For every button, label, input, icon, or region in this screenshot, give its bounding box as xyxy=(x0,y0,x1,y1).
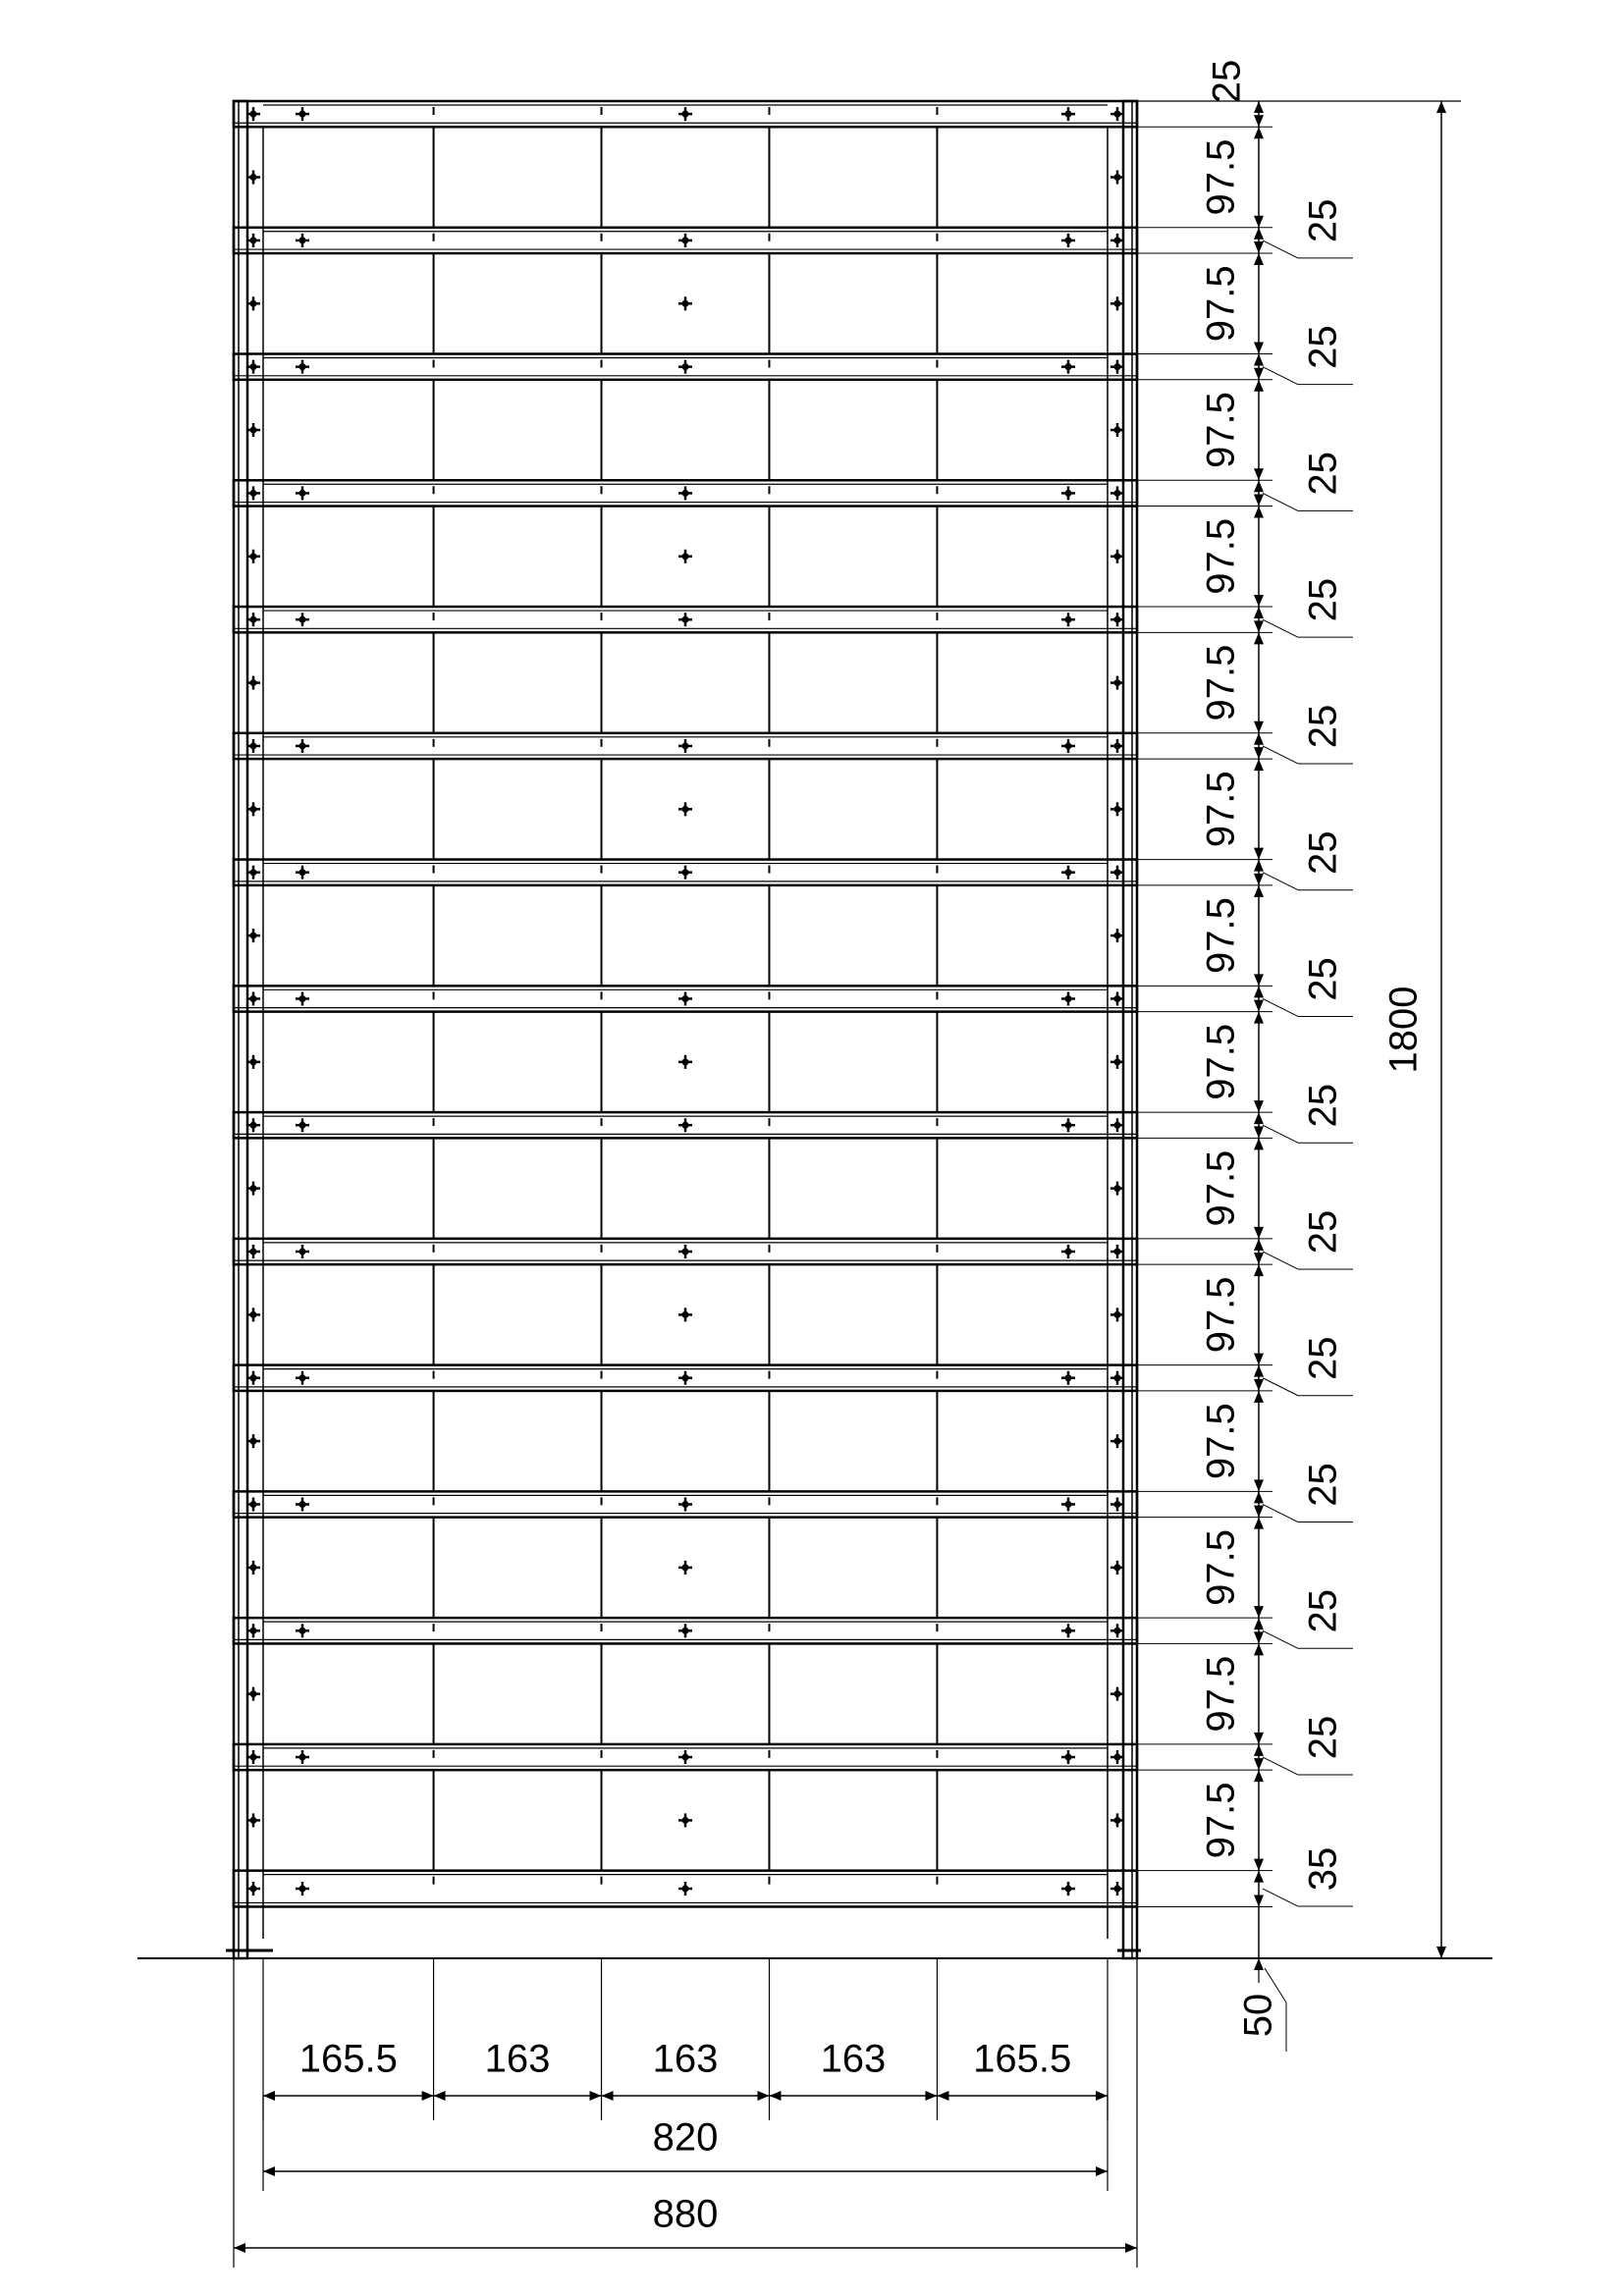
fastener-mark xyxy=(682,869,689,876)
dimension-arrowhead xyxy=(1254,733,1264,745)
dimension-arrowhead xyxy=(1254,747,1264,759)
dimension-arrowhead xyxy=(1254,216,1264,228)
fastener-mark xyxy=(1065,111,1072,118)
dimension-arrowhead xyxy=(1436,1947,1446,1958)
dimension-arrowhead xyxy=(422,2091,434,2101)
dimension-arrowhead xyxy=(1254,495,1264,507)
fastener-mark xyxy=(250,1690,257,1697)
fastener-mark xyxy=(1065,869,1072,876)
fastener-mark xyxy=(1065,363,1072,370)
fastener-mark xyxy=(299,111,306,118)
leader-line xyxy=(1263,998,1298,1016)
fastener-mark xyxy=(250,490,257,497)
fastener-mark xyxy=(250,1754,257,1761)
beam-height-label: 25 xyxy=(1301,1209,1345,1255)
fastener-mark xyxy=(299,869,306,876)
fastener-mark xyxy=(1114,806,1121,813)
fastener-mark xyxy=(682,237,689,243)
dimension-arrowhead xyxy=(263,2091,275,2101)
fastener-mark xyxy=(1065,616,1072,623)
fastener-mark xyxy=(682,1374,689,1381)
fastener-mark xyxy=(1114,742,1121,749)
dimension-arrowhead xyxy=(1254,1606,1264,1618)
dimension-arrowhead xyxy=(1254,1379,1264,1391)
dimension-arrowhead xyxy=(925,2091,937,2101)
dimension-arrowhead xyxy=(1254,721,1264,733)
beam-height-label: 25 xyxy=(1301,957,1345,1001)
shelf-pitch-label: 97.5 xyxy=(1199,1655,1243,1733)
dimension-arrowhead xyxy=(1254,1770,1264,1782)
beam-height-label: 25 xyxy=(1301,1336,1345,1380)
inner-width-label: 820 xyxy=(652,2115,719,2160)
shelf-pitch-label: 97.5 xyxy=(1199,1276,1243,1354)
dimension-arrowhead xyxy=(263,2166,275,2176)
fastener-mark xyxy=(1114,300,1121,307)
leader-line xyxy=(1263,1757,1298,1775)
fastener-mark xyxy=(299,490,306,497)
dimension-arrowhead xyxy=(1254,1138,1264,1149)
dimension-arrowhead xyxy=(1254,368,1264,380)
fastener-mark xyxy=(1114,174,1121,181)
fastener-mark xyxy=(250,679,257,686)
dimension-arrowhead xyxy=(1254,860,1264,872)
fastener-mark xyxy=(1114,616,1121,623)
beam-height-label: 25 xyxy=(1301,1589,1345,1633)
leader-line xyxy=(1263,746,1298,764)
beam-height-label: 25 xyxy=(1301,577,1345,622)
fastener-mark xyxy=(682,742,689,749)
fastener-mark xyxy=(1114,1438,1121,1445)
fastener-mark xyxy=(250,995,257,1002)
dimension-arrowhead xyxy=(1254,759,1264,771)
fastener-mark xyxy=(250,1185,257,1192)
fastener-mark xyxy=(1065,1122,1072,1129)
leader-line xyxy=(1263,1505,1298,1522)
shelf-pitch-label: 97.5 xyxy=(1199,517,1243,595)
dimension-arrowhead xyxy=(1254,1000,1264,1012)
shelf-pitch-label: 97.5 xyxy=(1199,1023,1243,1100)
dimension-arrowhead xyxy=(1254,115,1264,127)
dimension-arrowhead xyxy=(1254,253,1264,265)
fastener-mark xyxy=(250,869,257,876)
fastener-mark xyxy=(250,553,257,560)
fastener-mark xyxy=(1114,1248,1121,1255)
dimension-arrowhead xyxy=(1254,1253,1264,1264)
dimension-arrowhead xyxy=(434,2091,446,2101)
fastener-mark xyxy=(250,1058,257,1065)
shelf-pitch-label: 97.5 xyxy=(1199,644,1243,721)
leader-line xyxy=(1263,1252,1298,1269)
fastener-mark xyxy=(682,616,689,623)
fastener-mark xyxy=(250,427,257,434)
fastener-mark xyxy=(299,1886,306,1893)
dimension-arrowhead xyxy=(1254,595,1264,607)
fastener-mark xyxy=(682,995,689,1002)
dimension-arrowhead xyxy=(1254,986,1264,997)
fastener-mark xyxy=(299,1501,306,1508)
dimension-arrowhead xyxy=(1254,1871,1264,1883)
fastener-mark xyxy=(299,363,306,370)
fastener-mark xyxy=(682,806,689,813)
leader-line xyxy=(1263,1378,1298,1396)
dimension-arrowhead xyxy=(1254,228,1264,240)
dimension-arrowhead xyxy=(1254,101,1264,113)
fastener-mark xyxy=(299,1628,306,1634)
dimension-arrowhead xyxy=(1254,1744,1264,1756)
fastener-mark xyxy=(1114,1886,1121,1893)
dimension-arrowhead xyxy=(1254,1100,1264,1112)
fastener-mark xyxy=(299,995,306,1002)
fastener-mark xyxy=(682,1754,689,1761)
fastener-mark xyxy=(250,1501,257,1508)
dimension-arrowhead xyxy=(1254,620,1264,632)
dimension-arrowhead xyxy=(937,2091,948,2101)
shelf-pitch-label: 97.5 xyxy=(1199,392,1243,468)
fastener-mark xyxy=(1114,1564,1121,1571)
dimension-arrowhead xyxy=(1254,1365,1264,1377)
dimension-arrowhead xyxy=(1254,1518,1264,1529)
fastener-mark xyxy=(250,933,257,939)
fastener-mark xyxy=(250,1311,257,1318)
fastener-mark xyxy=(1114,1311,1121,1318)
fastener-mark xyxy=(1114,1374,1121,1381)
leader-line xyxy=(1263,619,1298,637)
dimension-arrowhead xyxy=(590,2091,602,2101)
fastener-mark xyxy=(682,1501,689,1508)
beam-height-label: 25 xyxy=(1301,452,1345,496)
dimension-arrowhead xyxy=(1254,354,1264,366)
beam-height-label: 25 xyxy=(1301,1083,1345,1128)
dimension-arrowhead xyxy=(1254,1227,1264,1239)
bay-width-label: 165.5 xyxy=(973,2037,1072,2081)
fastener-mark xyxy=(1114,1501,1121,1508)
leader-line xyxy=(1263,873,1298,890)
fastener-mark xyxy=(1114,869,1121,876)
beam-height-label: 25 xyxy=(1301,704,1345,749)
fastener-mark xyxy=(1114,553,1121,560)
leader-line xyxy=(1263,1630,1298,1648)
dimension-arrowhead xyxy=(1254,1643,1264,1655)
fastener-mark xyxy=(1065,1501,1072,1508)
fastener-mark xyxy=(1114,111,1121,118)
shelf-pitch-label: 97.5 xyxy=(1199,138,1243,216)
beam-height-label: 25 xyxy=(1301,198,1345,243)
dimension-arrowhead xyxy=(757,2091,769,2101)
fastener-mark xyxy=(1114,1690,1121,1697)
dimension-arrowhead xyxy=(1254,507,1264,518)
dimension-arrowhead xyxy=(1254,632,1264,644)
fastener-mark xyxy=(682,1058,689,1065)
fastener-mark xyxy=(250,237,257,243)
fastener-mark xyxy=(682,1311,689,1318)
fastener-mark xyxy=(250,616,257,623)
fastener-mark xyxy=(1114,1817,1121,1824)
dimension-arrowhead xyxy=(1254,1958,1264,1970)
fastener-mark xyxy=(250,1817,257,1824)
bay-width-label: 163 xyxy=(484,2037,551,2081)
fastener-mark xyxy=(250,300,257,307)
fastener-mark xyxy=(299,1122,306,1129)
shelf-pitch-label: 97.5 xyxy=(1199,897,1243,975)
fastener-mark xyxy=(682,111,689,118)
shelf-pitch-label: 97.5 xyxy=(1199,1528,1243,1606)
fastener-mark xyxy=(250,742,257,749)
dimension-arrowhead xyxy=(1254,1239,1264,1251)
dimension-arrowhead xyxy=(1254,848,1264,860)
fastener-mark xyxy=(250,1886,257,1893)
fastener-mark xyxy=(250,1564,257,1571)
dimension-arrowhead xyxy=(1254,343,1264,354)
leader-line xyxy=(1263,367,1298,385)
fastener-mark xyxy=(1114,363,1121,370)
fastener-mark xyxy=(1065,1374,1072,1381)
dimension-arrowhead xyxy=(1254,380,1264,392)
fastener-mark xyxy=(682,363,689,370)
dimension-arrowhead xyxy=(1254,974,1264,986)
dimension-arrowhead xyxy=(1254,241,1264,253)
fastener-mark xyxy=(1114,490,1121,497)
fastener-mark xyxy=(682,300,689,307)
fastener-mark xyxy=(299,1248,306,1255)
dimension-arrowhead xyxy=(1254,1012,1264,1024)
leader-line xyxy=(1263,493,1298,510)
beam-height-label: 25 xyxy=(1301,325,1345,369)
fastener-mark xyxy=(682,1886,689,1893)
fastener-mark xyxy=(1114,1628,1121,1634)
dimension-arrowhead xyxy=(1254,468,1264,480)
fastener-mark xyxy=(1114,1122,1121,1129)
fastener-mark xyxy=(1065,490,1072,497)
dimension-arrowhead xyxy=(602,2091,614,2101)
fastener-mark xyxy=(682,1564,689,1571)
fastener-mark xyxy=(1065,1628,1072,1634)
fastener-mark xyxy=(682,1122,689,1129)
dimension-arrowhead xyxy=(1254,1859,1264,1871)
dimension-arrowhead xyxy=(1096,2166,1108,2176)
fastener-mark xyxy=(1114,1754,1121,1761)
fastener-mark xyxy=(250,111,257,118)
dimension-arrowhead xyxy=(1254,1631,1264,1643)
fastener-mark xyxy=(1065,1886,1072,1893)
fastener-mark xyxy=(299,616,306,623)
overall-width-label: 880 xyxy=(652,2192,719,2236)
dimension-arrowhead xyxy=(1254,607,1264,618)
fastener-mark xyxy=(1114,427,1121,434)
dimension-arrowhead xyxy=(1254,1618,1264,1629)
fastener-mark xyxy=(250,1122,257,1129)
shelf-pitch-label: 97.5 xyxy=(1199,1782,1243,1859)
fastener-mark xyxy=(250,1628,257,1634)
dimension-arrowhead xyxy=(1254,1391,1264,1403)
beam-height-label: 25 xyxy=(1301,1463,1345,1507)
dimension-arrowhead xyxy=(1254,1264,1264,1276)
dimension-arrowhead xyxy=(1254,885,1264,897)
top-beam-label: 25 xyxy=(1205,59,1249,104)
bay-width-label: 165.5 xyxy=(298,2037,398,2081)
dimension-arrowhead xyxy=(1254,874,1264,885)
dimension-arrowhead xyxy=(1254,1733,1264,1744)
fastener-mark xyxy=(682,1628,689,1634)
beam-height-label: 25 xyxy=(1301,1715,1345,1760)
leader-line xyxy=(1263,1125,1298,1143)
fastener-mark xyxy=(682,553,689,560)
fastener-mark xyxy=(682,1817,689,1824)
dimension-arrowhead xyxy=(1254,1126,1264,1138)
beam-height-label: 25 xyxy=(1301,830,1345,875)
dimension-arrowhead xyxy=(234,2243,245,2253)
dimension-arrowhead xyxy=(1254,1112,1264,1124)
dimension-arrowhead xyxy=(1254,1491,1264,1503)
dimension-arrowhead xyxy=(1254,1506,1264,1518)
fastener-mark xyxy=(250,1374,257,1381)
fastener-mark xyxy=(1065,237,1072,243)
fastener-mark xyxy=(1114,1185,1121,1192)
fastener-mark xyxy=(1065,1754,1072,1761)
dimension-lines xyxy=(137,101,1492,2268)
fastener-mark xyxy=(1065,742,1072,749)
fastener-mark xyxy=(299,237,306,243)
fastener-mark xyxy=(1114,679,1121,686)
shelf-pitch-label: 97.5 xyxy=(1199,771,1243,848)
fastener-mark xyxy=(299,1374,306,1381)
fastener-mark xyxy=(1114,995,1121,1002)
dimension-arrowhead xyxy=(1436,101,1446,113)
leader-line xyxy=(1263,1889,1298,1906)
fastener-mark xyxy=(1114,237,1121,243)
base-height-label: 50 xyxy=(1236,1993,1280,2038)
dimension-arrowhead xyxy=(1254,1895,1264,1906)
fastener-mark xyxy=(1065,995,1072,1002)
dimension-arrowhead xyxy=(1254,127,1264,138)
fastener-mark xyxy=(250,363,257,370)
bottom-beam-label: 35 xyxy=(1301,1846,1345,1892)
fastener-mark xyxy=(299,1754,306,1761)
shelf-pitch-label: 97.5 xyxy=(1199,1403,1243,1480)
dimension-arrowhead xyxy=(1125,2243,1137,2253)
dimension-arrowhead xyxy=(1254,1758,1264,1770)
fastener-mark xyxy=(1065,1248,1072,1255)
fastener-mark xyxy=(682,490,689,497)
fastener-mark xyxy=(250,806,257,813)
dimension-arrowhead xyxy=(1254,1479,1264,1491)
fastener-mark xyxy=(250,174,257,181)
fastener-mark xyxy=(250,1248,257,1255)
dimension-arrowhead xyxy=(1254,480,1264,492)
fastener-mark xyxy=(1114,1058,1121,1065)
overall-height-label: 1800 xyxy=(1381,986,1426,1074)
bay-width-label: 163 xyxy=(820,2037,887,2081)
dimension-arrowhead xyxy=(769,2091,781,2101)
fastener-mark xyxy=(250,1438,257,1445)
bay-width-label: 163 xyxy=(652,2037,719,2081)
dimension-arrowhead xyxy=(1254,1354,1264,1365)
fastener-mark xyxy=(682,1248,689,1255)
shelf-pitch-label: 97.5 xyxy=(1199,265,1243,343)
shelf-pitch-label: 97.5 xyxy=(1199,1149,1243,1227)
fastener-mark xyxy=(1114,933,1121,939)
leader-line xyxy=(1263,240,1298,258)
dimension-arrowhead xyxy=(1096,2091,1108,2101)
fastener-mark xyxy=(299,742,306,749)
